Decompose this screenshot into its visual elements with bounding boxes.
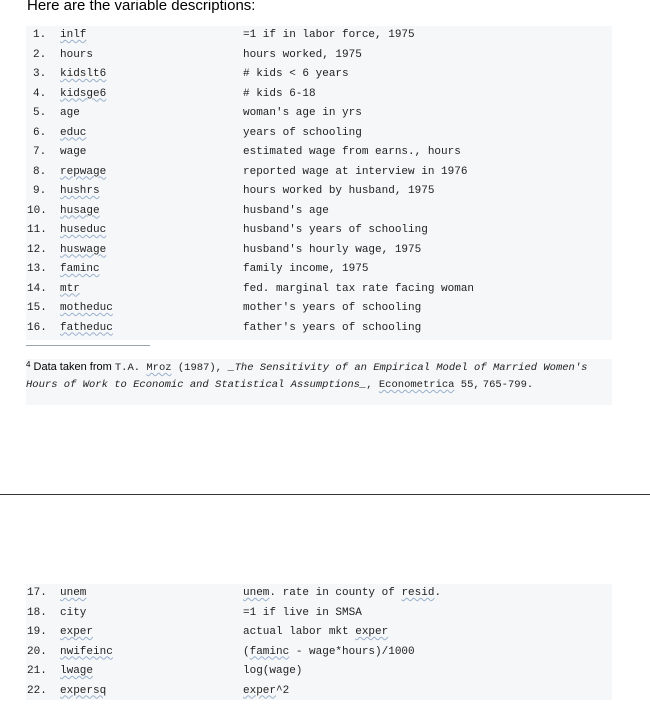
variable-row [26,604,612,624]
variable-name: fatheduc [60,321,113,334]
variable-row [26,643,612,663]
description-part: unem [243,587,270,599]
variable-name: nwifeinc [60,645,113,658]
variable-name: inlf [60,29,87,41]
variable-name: wage [60,146,87,158]
variable-number: 17. [27,587,47,599]
variable-name: kidslt6 [60,68,107,80]
variable-name: huseduc [60,224,107,236]
variable-name: lwage [60,665,94,677]
variable-row [26,182,612,202]
variable-number: 4. [33,87,47,100]
variable-number: 16. [27,321,47,334]
page-heading: Here are the variable descriptions: [27,0,256,14]
variable-name: faminc [60,263,100,275]
variable-name: educ [60,126,87,139]
description-part: log(wage) [243,665,303,677]
variable-description: # kids 6-18 [243,87,316,100]
variable-row [26,124,612,144]
footnote-separator: , [366,379,379,391]
variable-description [243,643,415,663]
footnote-volume: 55, [454,379,480,391]
variable-number: 9. [33,185,47,197]
description-part: . rate in county of [269,587,402,599]
variable-description: husband's years of schooling [243,224,428,236]
variable-row [26,662,612,682]
footnote-lead: Data taken from [33,361,112,373]
description-part: =1 if live in SMSA [243,606,362,619]
description-part: exper [243,684,277,697]
variable-description: husband's hourly wage, 1975 [243,243,422,256]
variable-number: 1. [33,29,47,41]
variable-description: hours worked by husband, 1975 [243,185,435,197]
variable-number: 3. [33,68,47,80]
variable-row [26,202,612,222]
variable-number: 5. [33,107,47,119]
variable-row [26,319,612,339]
variable-description: father's years of schooling [243,321,422,334]
variable-name: repwage [60,165,107,178]
variable-name: exper [60,626,94,638]
variable-number: 10. [27,204,47,217]
variable-row [26,623,612,643]
variable-name: unem [60,587,87,599]
variable-number: 11. [27,224,47,236]
variable-description [243,662,302,682]
variable-description: husband's age [243,204,329,217]
variable-number: 22. [27,684,47,697]
variable-row [26,682,612,702]
variable-name: motheduc [60,302,113,314]
footnote-journal: Econometrica [378,379,455,391]
variable-number: 7. [33,146,47,158]
variable-description: estimated wage from earns., hours [243,146,461,158]
variable-description: # kids < 6 years [243,68,349,80]
variable-description: reported wage at interview in 1976 [243,165,468,178]
description-part: . [434,587,442,599]
variable-list-part1 [26,26,612,340]
footnote-author-prefix: T.A. [114,362,147,374]
variable-list-part2 [26,584,612,700]
footnote-title: _The Sensitivity of an Empirical Model of Married Women's Hours of Work to Economic and Statistical Assumptions_ [26,362,588,391]
variable-row [26,280,612,300]
variable-row [26,163,612,183]
variable-number: 15. [27,302,47,314]
description-part: exper [355,626,389,638]
variable-description: hours worked, 1975 [243,48,362,61]
description-part: actual labor mkt [243,626,356,638]
variable-number: 18. [27,606,47,619]
variable-number: 14. [27,282,47,295]
variable-row [26,260,612,280]
variable-row [26,241,612,261]
footnote [26,359,612,405]
variable-description [243,584,441,604]
footnote-pages: 765-799. [482,379,534,391]
variable-description: fed. marginal tax rate facing woman [243,282,475,295]
variable-name: huswage [60,243,107,256]
variable-row [26,104,612,124]
variable-number: 6. [33,126,47,139]
variable-number: 20. [27,645,47,658]
variable-row [26,299,612,319]
footnote-year: (1987), [171,362,229,374]
variable-description: years of schooling [243,126,362,139]
description-part: ^2 [276,684,290,697]
variable-name: hours [60,48,94,61]
description-part: resid [401,587,435,599]
variable-name: mtr [60,282,80,295]
variable-number: 21. [27,665,47,677]
variable-number: 12. [27,243,47,256]
page-break-rule [0,494,650,495]
variable-row [26,143,612,163]
variable-description [243,623,388,643]
variable-row [26,65,612,85]
variable-description: =1 if in labor force, 1975 [243,29,415,41]
footnote-author-name: Mroz [146,362,172,374]
variable-name: hushrs [60,185,100,197]
variable-description [243,604,362,624]
variable-number: 19. [27,626,47,638]
variable-number: 13. [27,263,47,275]
footnote-marker: 4 [26,360,31,369]
variable-name: city [60,606,87,619]
variable-number: 8. [33,165,47,178]
variable-description: mother's years of schooling [243,302,422,314]
variable-row [26,26,612,46]
variable-description: family income, 1975 [243,263,369,275]
description-part: faminc [249,645,290,658]
variable-row [26,46,612,66]
description-part: ( [243,645,250,658]
variable-description [243,682,289,702]
variable-row [26,584,612,604]
variable-name: expersq [60,684,107,697]
variable-number: 2. [33,48,47,61]
variable-row [26,85,612,105]
variable-row [26,221,612,241]
variable-name: husage [60,204,100,217]
variable-name: age [60,107,80,119]
variable-description: woman's age in yrs [243,107,362,119]
variable-name: kidsge6 [60,87,107,100]
description-part: - wage*hours)/1000 [289,645,415,658]
footnote-divider [26,345,150,346]
